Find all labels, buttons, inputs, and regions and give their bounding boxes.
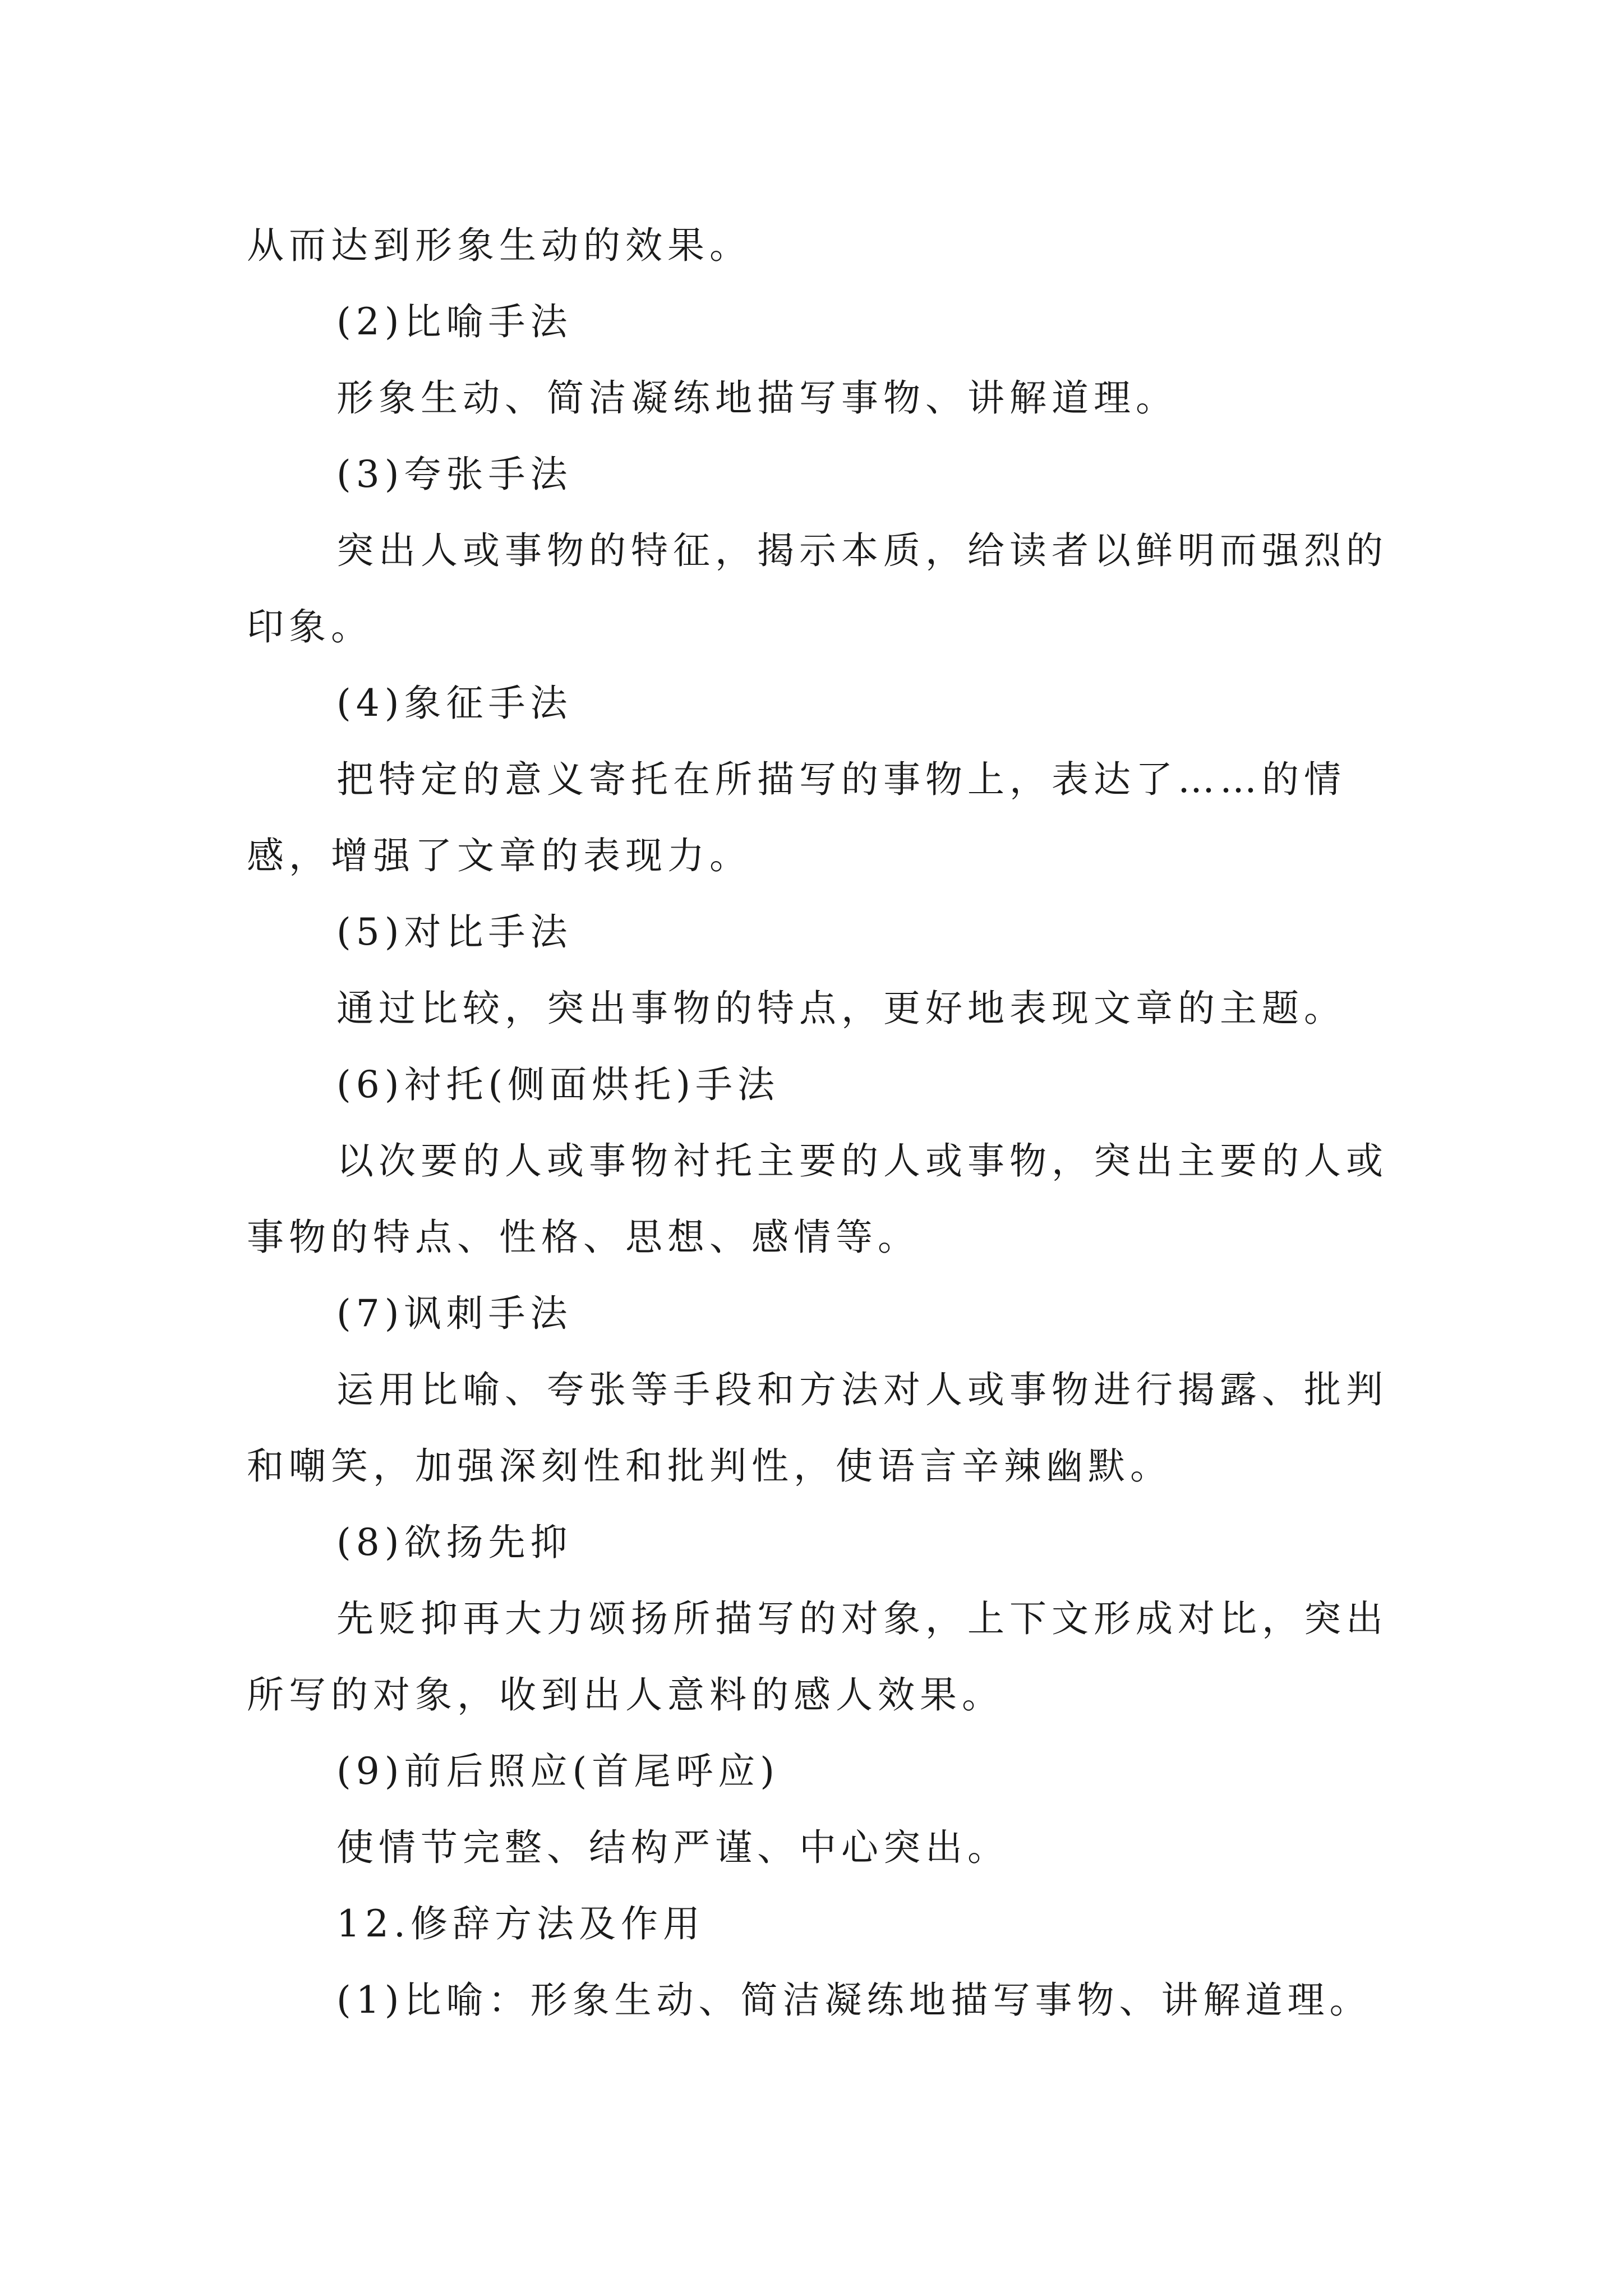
paragraph-satire-effect: 运用比喻、夸张等手段和方法对人或事物进行揭露、批判和嘲笑，加强深刻性和批判性，使语言辛辣幽默。 — [247, 1368, 1388, 1488]
paragraph-contrast-effect: 通过比较，突出事物的特点，更好地表现文章的主题。 — [336, 987, 1346, 1030]
paragraph-exaggeration-effect: 突出人或事物的特征，揭示本质，给读者以鲜明而强烈的印象。 — [247, 529, 1388, 648]
paragraph-foil-effect: 以次要的人或事物衬托主要的人或事物，突出主要的人或事物的特点、性格、思想、感情等。 — [247, 1139, 1388, 1259]
heading-foil-technique: (6)衬托(侧面烘托)手法 — [336, 1063, 780, 1106]
paragraph-symbolism-effect: 把特定的意义寄托在所描写的事物上，表达了……的情感，增强了文章的表现力。 — [247, 758, 1346, 877]
heading-symbolism-technique: (4)象征手法 — [336, 682, 573, 725]
paragraph-suppress-then-praise-effect: 先贬抑再大力颂扬所描写的对象，上下文形成对比，突出所写的对象，收到出人意料的感人效果。 — [247, 1597, 1388, 1717]
section-heading-rhetoric: 12.修辞方法及作用 — [336, 1902, 705, 1945]
heading-metaphor-technique: (2)比喻手法 — [336, 300, 573, 343]
heading-satire-technique: (7)讽刺手法 — [336, 1292, 573, 1335]
heading-exaggeration-technique: (3)夸张手法 — [336, 453, 573, 496]
paragraph-rhetoric-metaphor: (1)比喻：形象生动、简洁凝练地描写事物、讲解道理。 — [336, 1978, 1372, 2022]
paragraph-metaphor-effect: 形象生动、简洁凝练地描写事物、讲解道理。 — [336, 376, 1178, 420]
paragraph-continuation: 从而达到形象生动的效果。 — [247, 224, 751, 267]
document-body — [247, 208, 1396, 2039]
heading-echo-technique: (9)前后照应(首尾呼应) — [336, 1750, 780, 1793]
heading-contrast-technique: (5)对比手法 — [336, 910, 573, 954]
heading-suppress-then-praise: (8)欲扬先抑 — [336, 1521, 573, 1564]
paragraph-echo-effect: 使情节完整、结构严谨、中心突出。 — [336, 1826, 1009, 1869]
